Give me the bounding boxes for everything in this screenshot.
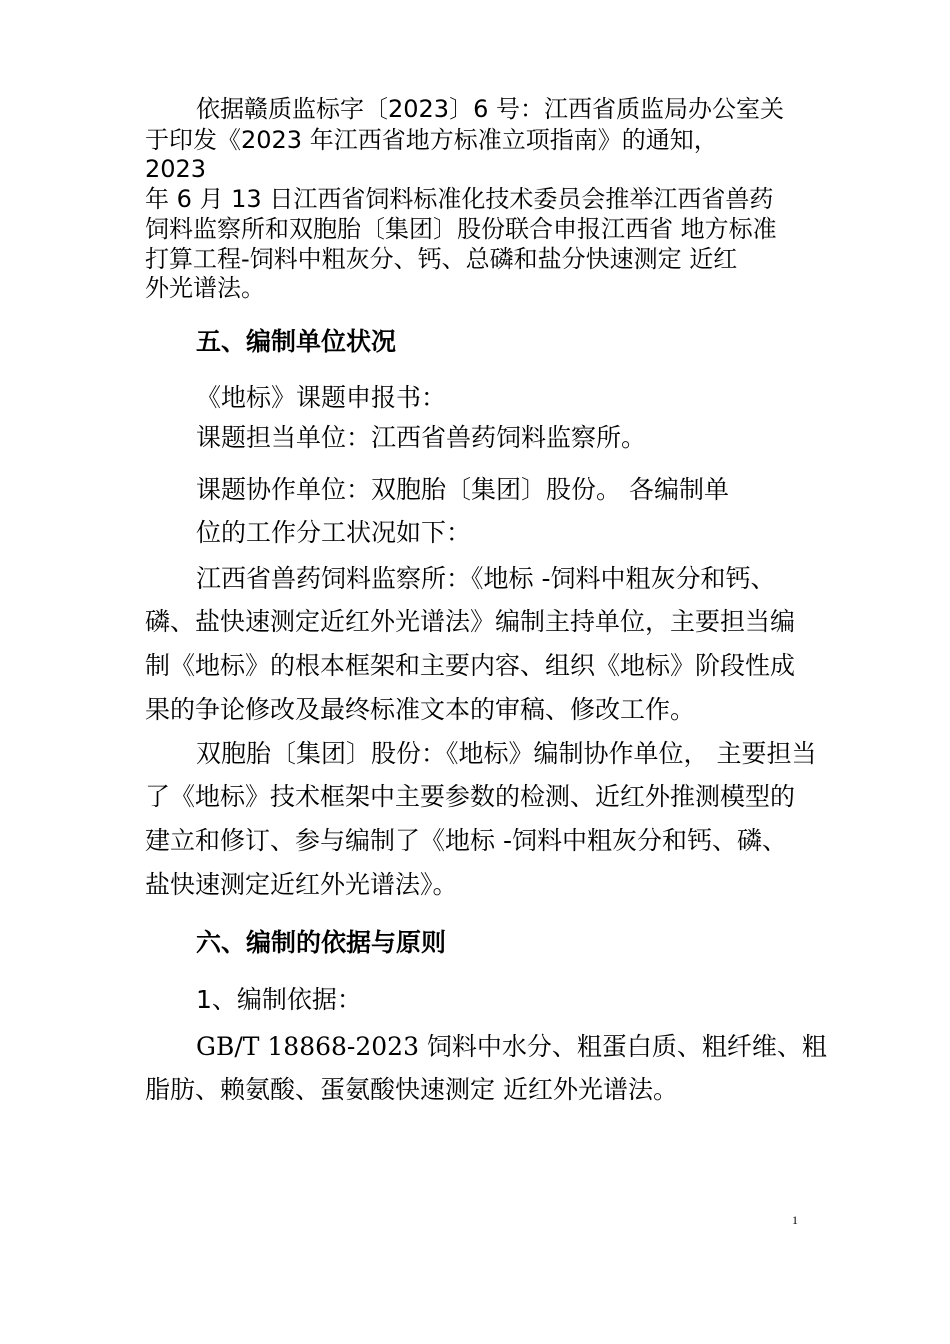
section-5-line-3: 课题协作单位：双胞胎〔集团〕股份。 各编制单 [196, 475, 729, 504]
paragraph-1-line-7: 外光谱法。 [145, 274, 265, 302]
section-heading-5: 五、编制单位状况 [196, 327, 397, 356]
paragraph-3-line-1: 双胞胎〔集团〕股份：《地标》编制协作单位， 主要担当 [196, 739, 817, 768]
paragraph-2-line-3: 制《地标》的根本框架和主要内容、组织《地标》阶段性成 [145, 651, 796, 680]
section-5-line-2: 课题担当单位：江西省兽药饲料监察所。 [196, 423, 647, 452]
section-6-line-3: 脂肪、赖氨酸、蛋氨酸快速测定 近红外光谱法。 [145, 1075, 678, 1104]
paragraph-3-line-4: 盐快速测定近红外光谱法》。 [145, 870, 458, 899]
paragraph-3-line-3: 建立和修订、参与编制了《地标 -饲料中粗灰分和钙、磷、 [145, 826, 787, 855]
paragraph-1-line-1: 依据赣质监标字〔2023〕6 号：江西省质监局办公室关 [196, 95, 784, 123]
paragraph-1-line-2: 于印发《2023 年江西省地方标准立项指南》的通知， [145, 126, 718, 154]
paragraph-1-line-4: 年 6 月 13 日江西省饲料标准化技术委员会推举江西省兽药 [145, 185, 774, 213]
section-5-line-1: 《地标》课题申报书： [196, 383, 447, 412]
section-5-line-4: 位的工作分工状况如下： [196, 518, 472, 547]
section-6-line-2: GB/T 18868-2023 饲料中水分、粗蛋白质、粗纤维、粗 [196, 1032, 827, 1061]
section-6-line-1: 1、编制依据： [196, 985, 362, 1014]
paragraph-3-line-2: 了《地标》技术框架中主要参数的检测、近红外推测模型的 [145, 782, 796, 811]
paragraph-2-line-2: 磷、盐快速测定近红外光谱法》编制主持单位，主要担当编 [145, 607, 796, 636]
paragraph-2-line-1: 江西省兽药饲料监察所：《地标 -饲料中粗灰分和钙、 [196, 564, 776, 593]
paragraph-1-line-3: 2023 [145, 155, 207, 183]
section-heading-6: 六、编制的依据与原则 [196, 928, 447, 957]
page-number: 1 [792, 1213, 798, 1227]
paragraph-1-line-5: 饲料监察所和双胞胎〔集团〕股份联合申报江西省 地方标准 [145, 215, 777, 243]
paragraph-2-line-4: 果的争论修改及最终标准文本的审稿、修改工作。 [145, 695, 696, 724]
paragraph-1-line-6: 打算工程-饲料中粗灰分、钙、总磷和盐分快速测定 近红 [145, 245, 738, 273]
